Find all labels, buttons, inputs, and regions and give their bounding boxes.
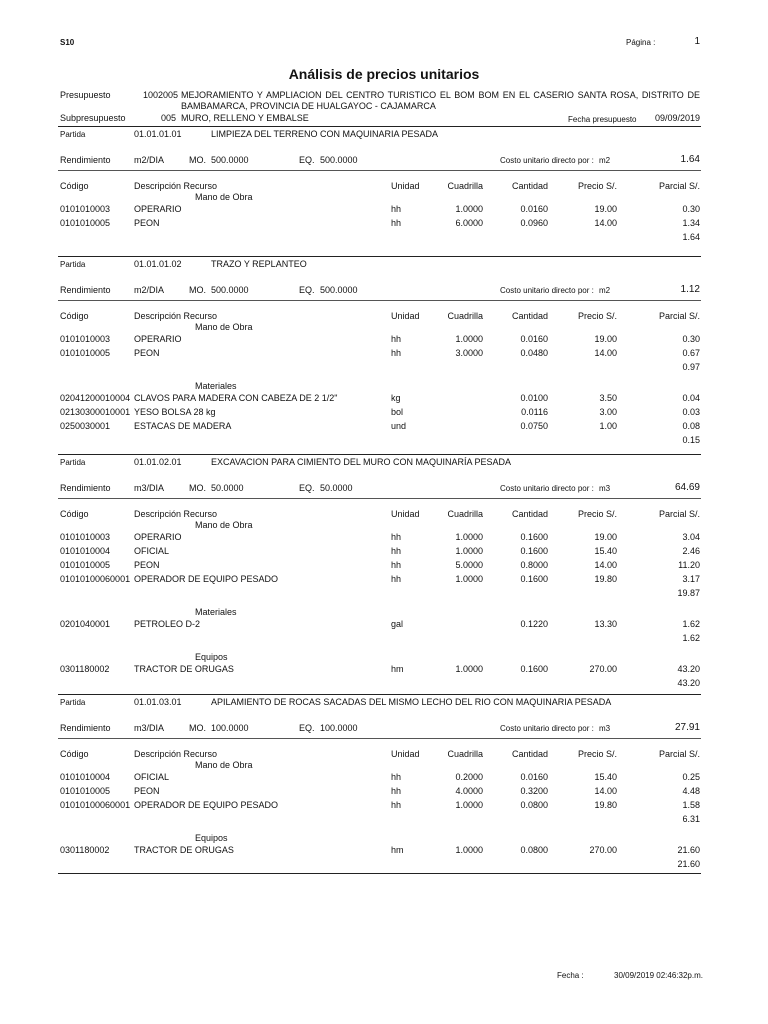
resource-code: 0101010003 bbox=[60, 334, 111, 344]
col-parcial: Parcial S/. bbox=[658, 749, 700, 759]
partida-label: Partida bbox=[60, 458, 86, 467]
col-precio: Precio S/. bbox=[577, 749, 617, 759]
col-descripcion: Descripción Recurso bbox=[134, 311, 218, 321]
resource-description: OPERADOR DE EQUIPO PESADO bbox=[134, 574, 279, 584]
col-parcial: Parcial S/. bbox=[658, 181, 700, 191]
resource-unit: kg bbox=[391, 393, 401, 403]
rendimiento-label: Rendimiento bbox=[60, 483, 111, 493]
resource-parcial: 0.08 bbox=[682, 421, 700, 431]
group-subtotal: 1.62 bbox=[682, 633, 700, 643]
rendimiento-unit: m3/DIA bbox=[134, 483, 165, 493]
eq-label: EQ. bbox=[299, 285, 315, 295]
costo-label: Costo unitario directo por : bbox=[500, 286, 594, 295]
resource-parcial: 1.58 bbox=[682, 800, 700, 810]
resource-unit: gal bbox=[391, 619, 404, 629]
resource-cuadrilla: 5.0000 bbox=[455, 560, 483, 570]
resource-cuadrilla: 1.0000 bbox=[455, 334, 483, 344]
resource-cantidad: 0.1600 bbox=[520, 574, 548, 584]
costo-value: 1.12 bbox=[680, 284, 700, 295]
divider bbox=[58, 694, 701, 695]
resource-unit: hh bbox=[391, 532, 402, 542]
divider bbox=[58, 498, 701, 499]
group-header: Equipos bbox=[195, 833, 228, 843]
eq-value: 500.0000 bbox=[320, 285, 358, 295]
resource-cantidad: 0.8000 bbox=[520, 560, 548, 570]
group-subtotal: 1.64 bbox=[682, 232, 700, 242]
divider bbox=[58, 454, 701, 455]
resource-precio: 13.30 bbox=[594, 619, 617, 629]
resource-cantidad: 0.0100 bbox=[520, 393, 548, 403]
divider bbox=[58, 126, 701, 127]
resource-unit: hh bbox=[391, 786, 402, 796]
resource-description: OPERADOR DE EQUIPO PESADO bbox=[134, 800, 279, 810]
resource-unit: und bbox=[391, 421, 407, 431]
resource-precio: 19.00 bbox=[594, 204, 617, 214]
resource-parcial: 1.62 bbox=[682, 619, 700, 629]
resource-cantidad: 0.0480 bbox=[520, 348, 548, 358]
resource-code: 0101010005 bbox=[60, 560, 111, 570]
page-number: 1 bbox=[694, 36, 700, 47]
mo-value: 50.0000 bbox=[211, 483, 244, 493]
presupuesto-code: 1002005 bbox=[143, 90, 179, 100]
resource-code: 0101010005 bbox=[60, 348, 111, 358]
mo-value: 100.0000 bbox=[211, 723, 249, 733]
resource-unit: hh bbox=[391, 204, 402, 214]
resource-code: 0101010005 bbox=[60, 786, 111, 796]
mo-label: MO. bbox=[189, 285, 206, 295]
resource-description: OPERARIO bbox=[134, 334, 182, 344]
col-descripcion: Descripción Recurso bbox=[134, 509, 218, 519]
col-parcial: Parcial S/. bbox=[658, 311, 700, 321]
resource-cantidad: 0.0160 bbox=[520, 334, 548, 344]
col-parcial: Parcial S/. bbox=[658, 509, 700, 519]
resource-precio: 270.00 bbox=[589, 845, 617, 855]
col-unidad: Unidad bbox=[391, 181, 420, 191]
col-cantidad: Cantidad bbox=[511, 311, 548, 321]
resource-code: 01010100060001 bbox=[60, 574, 131, 584]
resource-code: 01010100060001 bbox=[60, 800, 131, 810]
col-descripcion: Descripción Recurso bbox=[134, 181, 218, 191]
software-label: S10 bbox=[60, 38, 75, 47]
partida-code: 01.01.01.01 bbox=[134, 129, 182, 139]
costo-value: 1.64 bbox=[680, 154, 700, 165]
presupuesto-description: MEJORAMIENTO Y AMPLIACION DEL CENTRO TURISTICO EL BOM BOM EN EL CASERIO SANTA ROSA, DISTRITO DE bbox=[181, 90, 700, 100]
resource-cantidad: 0.1600 bbox=[520, 546, 548, 556]
resource-description: CLAVOS PARA MADERA CON CABEZA DE 2 1/2" bbox=[134, 393, 338, 403]
resource-parcial: 0.30 bbox=[682, 204, 700, 214]
group-subtotal: 21.60 bbox=[677, 859, 700, 869]
rendimiento-label: Rendimiento bbox=[60, 285, 111, 295]
resource-description: OPERARIO bbox=[134, 204, 182, 214]
resource-precio: 19.80 bbox=[594, 800, 617, 810]
resource-unit: bol bbox=[391, 407, 404, 417]
presupuesto-label: Presupuesto bbox=[60, 90, 111, 100]
divider bbox=[58, 738, 701, 739]
resource-unit: hh bbox=[391, 334, 402, 344]
col-cantidad: Cantidad bbox=[511, 509, 548, 519]
resource-precio: 14.00 bbox=[594, 348, 617, 358]
resource-cantidad: 0.0800 bbox=[520, 845, 548, 855]
resource-code: 0101010004 bbox=[60, 546, 111, 556]
group-header: Mano de Obra bbox=[195, 322, 253, 332]
col-cuadrilla: Cuadrilla bbox=[447, 311, 483, 321]
resource-unit: hm bbox=[391, 664, 404, 674]
resource-precio: 15.40 bbox=[594, 546, 617, 556]
eq-label: EQ. bbox=[299, 155, 315, 165]
partida-code: 01.01.01.02 bbox=[134, 259, 182, 269]
resource-description: ESTACAS DE MADERA bbox=[134, 421, 232, 431]
resource-code: 02041200010004 bbox=[60, 393, 131, 403]
col-codigo: Código bbox=[60, 311, 89, 321]
resource-unit: hh bbox=[391, 800, 402, 810]
resource-cantidad: 0.3200 bbox=[520, 786, 548, 796]
col-cuadrilla: Cuadrilla bbox=[447, 509, 483, 519]
resource-parcial: 43.20 bbox=[677, 664, 700, 674]
resource-cuadrilla: 3.0000 bbox=[455, 348, 483, 358]
resource-cantidad: 0.0960 bbox=[520, 218, 548, 228]
subpresupuesto-label: Subpresupuesto bbox=[60, 113, 126, 123]
rendimiento-unit: m3/DIA bbox=[134, 723, 165, 733]
col-precio: Precio S/. bbox=[577, 509, 617, 519]
resource-cuadrilla: 1.0000 bbox=[455, 546, 483, 556]
resource-precio: 15.40 bbox=[594, 772, 617, 782]
resource-unit: hh bbox=[391, 772, 402, 782]
resource-code: 0250030001 bbox=[60, 421, 111, 431]
group-subtotal: 0.97 bbox=[682, 362, 700, 372]
resource-code: 0101010003 bbox=[60, 532, 111, 542]
group-subtotal: 19.87 bbox=[677, 588, 700, 598]
resource-cuadrilla: 1.0000 bbox=[455, 532, 483, 542]
resource-description: PEON bbox=[134, 348, 160, 358]
col-unidad: Unidad bbox=[391, 311, 420, 321]
fecha-presupuesto-value: 09/09/2019 bbox=[654, 113, 700, 123]
partida-name: EXCAVACION PARA CIMIENTO DEL MURO CON MAQUINARÍA PESADA bbox=[211, 457, 512, 467]
resource-cantidad: 0.1600 bbox=[520, 532, 548, 542]
resource-description: OPERARIO bbox=[134, 532, 182, 542]
rendimiento-unit: m2/DIA bbox=[134, 155, 165, 165]
col-codigo: Código bbox=[60, 749, 89, 759]
col-cantidad: Cantidad bbox=[511, 181, 548, 191]
resource-unit: hh bbox=[391, 218, 402, 228]
costo-unit: m3 bbox=[599, 724, 611, 733]
costo-value: 27.91 bbox=[674, 722, 700, 733]
group-header: Mano de Obra bbox=[195, 192, 253, 202]
divider bbox=[58, 873, 701, 874]
resource-parcial: 0.03 bbox=[682, 407, 700, 417]
costo-label: Costo unitario directo por : bbox=[500, 156, 594, 165]
resource-cantidad: 0.0750 bbox=[520, 421, 548, 431]
resource-cuadrilla: 1.0000 bbox=[455, 204, 483, 214]
mo-value: 500.0000 bbox=[211, 285, 249, 295]
partida-label: Partida bbox=[60, 130, 86, 139]
partida-label: Partida bbox=[60, 260, 86, 269]
col-cantidad: Cantidad bbox=[511, 749, 548, 759]
resource-description: OFICIAL bbox=[134, 546, 170, 556]
resource-cuadrilla: 4.0000 bbox=[455, 786, 483, 796]
costo-unit: m2 bbox=[599, 286, 611, 295]
resource-description: PETROLEO D-2 bbox=[134, 619, 201, 629]
group-header: Mano de Obra bbox=[195, 520, 253, 530]
resource-cuadrilla: 0.2000 bbox=[455, 772, 483, 782]
resource-precio: 3.00 bbox=[599, 407, 617, 417]
resource-precio: 14.00 bbox=[594, 218, 617, 228]
col-cuadrilla: Cuadrilla bbox=[447, 181, 483, 191]
partida-code: 01.01.02.01 bbox=[134, 457, 182, 467]
resource-parcial: 0.30 bbox=[682, 334, 700, 344]
resource-precio: 19.80 bbox=[594, 574, 617, 584]
resource-code: 0101010004 bbox=[60, 772, 111, 782]
resource-cantidad: 0.1600 bbox=[520, 664, 548, 674]
group-header: Mano de Obra bbox=[195, 760, 253, 770]
resource-cantidad: 0.0160 bbox=[520, 204, 548, 214]
resource-code: 0301180002 bbox=[60, 845, 110, 855]
resource-parcial: 0.67 bbox=[682, 348, 700, 358]
col-descripcion: Descripción Recurso bbox=[134, 749, 218, 759]
partida-code: 01.01.03.01 bbox=[134, 697, 182, 707]
subpresupuesto-description: MURO, RELLENO Y EMBALSE bbox=[181, 113, 309, 123]
resource-precio: 3.50 bbox=[599, 393, 617, 403]
col-unidad: Unidad bbox=[391, 749, 420, 759]
mo-label: MO. bbox=[189, 723, 206, 733]
partida-name: APILAMIENTO DE ROCAS SACADAS DEL MISMO LECHO DEL RIO CON MAQUINARIA PESADA bbox=[211, 697, 612, 707]
costo-unit: m3 bbox=[599, 484, 611, 493]
resource-description: PEON bbox=[134, 560, 160, 570]
resource-parcial: 3.04 bbox=[682, 532, 700, 542]
col-cuadrilla: Cuadrilla bbox=[447, 749, 483, 759]
rendimiento-unit: m2/DIA bbox=[134, 285, 165, 295]
resource-parcial: 1.34 bbox=[682, 218, 700, 228]
divider bbox=[58, 300, 701, 301]
resource-unit: hm bbox=[391, 845, 404, 855]
divider bbox=[58, 170, 701, 171]
group-header: Materiales bbox=[195, 607, 237, 617]
resource-description: YESO BOLSA 28 kg bbox=[134, 407, 216, 417]
partida-label: Partida bbox=[60, 698, 86, 707]
col-precio: Precio S/. bbox=[577, 181, 617, 191]
resource-precio: 14.00 bbox=[594, 560, 617, 570]
costo-value: 64.69 bbox=[674, 482, 700, 493]
resource-cuadrilla: 6.0000 bbox=[455, 218, 483, 228]
group-subtotal: 43.20 bbox=[677, 678, 700, 688]
presupuesto-description-cont: BAMBAMARCA, PROVINCIA DE HUALGAYOC - CAJAMARCA bbox=[181, 101, 436, 111]
resource-unit: hh bbox=[391, 348, 402, 358]
resource-description: OFICIAL bbox=[134, 772, 170, 782]
resource-code: 0201040001 bbox=[60, 619, 111, 629]
group-subtotal: 0.15 bbox=[682, 435, 700, 445]
resource-parcial: 2.46 bbox=[682, 546, 700, 556]
group-subtotal: 6.31 bbox=[682, 814, 700, 824]
resource-unit: hh bbox=[391, 546, 402, 556]
partida-name: TRAZO Y REPLANTEO bbox=[211, 259, 307, 269]
group-header: Materiales bbox=[195, 381, 237, 391]
resource-cuadrilla: 1.0000 bbox=[455, 574, 483, 584]
resource-cuadrilla: 1.0000 bbox=[455, 845, 483, 855]
resource-precio: 270.00 bbox=[589, 664, 617, 674]
resource-cuadrilla: 1.0000 bbox=[455, 664, 483, 674]
resource-parcial: 4.48 bbox=[682, 786, 700, 796]
resource-parcial: 21.60 bbox=[677, 845, 700, 855]
rendimiento-label: Rendimiento bbox=[60, 723, 111, 733]
partida-name: LIMPIEZA DEL TERRENO CON MAQUINARIA PESADA bbox=[211, 129, 439, 139]
resource-description: TRACTOR DE ORUGAS bbox=[134, 845, 234, 855]
eq-value: 50.0000 bbox=[320, 483, 353, 493]
resource-code: 0101010005 bbox=[60, 218, 111, 228]
resource-description: TRACTOR DE ORUGAS bbox=[134, 664, 234, 674]
resource-precio: 19.00 bbox=[594, 532, 617, 542]
costo-label: Costo unitario directo por : bbox=[500, 484, 594, 493]
col-precio: Precio S/. bbox=[577, 311, 617, 321]
resource-cantidad: 0.0800 bbox=[520, 800, 548, 810]
eq-label: EQ. bbox=[299, 723, 315, 733]
rendimiento-label: Rendimiento bbox=[60, 155, 111, 165]
resource-parcial: 0.25 bbox=[682, 772, 700, 782]
resource-description: PEON bbox=[134, 218, 160, 228]
fecha-presupuesto-label: Fecha presupuesto bbox=[568, 115, 637, 124]
resource-parcial: 3.17 bbox=[682, 574, 700, 584]
footer-fecha-value: 30/09/2019 02:46:32p.m. bbox=[614, 971, 703, 980]
mo-value: 500.0000 bbox=[211, 155, 249, 165]
eq-label: EQ. bbox=[299, 483, 315, 493]
resource-cantidad: 0.0160 bbox=[520, 772, 548, 782]
resource-cuadrilla: 1.0000 bbox=[455, 800, 483, 810]
group-header: Equipos bbox=[195, 652, 228, 662]
costo-unit: m2 bbox=[599, 156, 611, 165]
resource-cantidad: 0.1220 bbox=[520, 619, 548, 629]
resource-code: 0101010003 bbox=[60, 204, 111, 214]
mo-label: MO. bbox=[189, 155, 206, 165]
eq-value: 100.0000 bbox=[320, 723, 358, 733]
resource-precio: 19.00 bbox=[594, 334, 617, 344]
resource-cantidad: 0.0116 bbox=[521, 407, 548, 417]
page-title: Análisis de precios unitarios bbox=[288, 66, 480, 82]
resource-description: PEON bbox=[134, 786, 160, 796]
divider bbox=[58, 256, 701, 257]
resource-code: 0301180002 bbox=[60, 664, 110, 674]
costo-label: Costo unitario directo por : bbox=[500, 724, 594, 733]
footer-fecha-label: Fecha : bbox=[557, 971, 584, 980]
resource-code: 02130300010001 bbox=[60, 407, 131, 417]
col-codigo: Código bbox=[60, 509, 89, 519]
resource-precio: 1.00 bbox=[599, 421, 617, 431]
resource-unit: hh bbox=[391, 574, 402, 584]
resource-parcial: 0.04 bbox=[682, 393, 700, 403]
resource-parcial: 11.20 bbox=[678, 560, 700, 570]
resource-precio: 14.00 bbox=[594, 786, 617, 796]
col-unidad: Unidad bbox=[391, 509, 420, 519]
subpresupuesto-code: 005 bbox=[161, 113, 177, 123]
resource-unit: hh bbox=[391, 560, 402, 570]
mo-label: MO. bbox=[189, 483, 206, 493]
col-codigo: Código bbox=[60, 181, 89, 191]
eq-value: 500.0000 bbox=[320, 155, 358, 165]
page-label: Página : bbox=[626, 38, 656, 47]
